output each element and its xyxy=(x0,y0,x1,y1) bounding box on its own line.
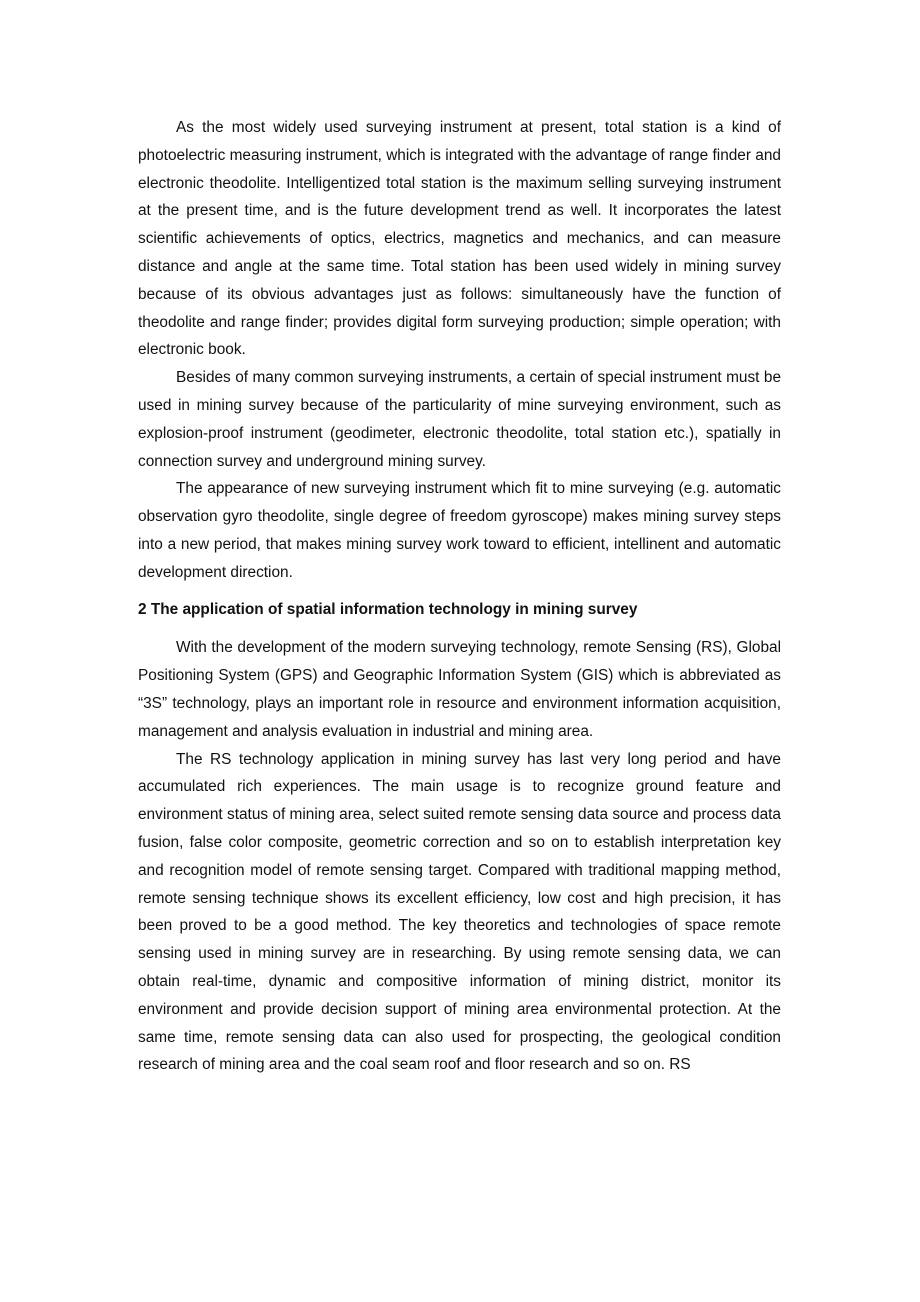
section-heading: 2 The application of spatial information technology in mining survey xyxy=(138,600,638,618)
paragraph-3s-technology: With the development of the modern surveying technology, remote Sensing (RS), Global Positioning System (GPS) and Geographic Information System (GIS) which is abbreviated as “3S” technology, plays an important role in resource and environment information acquisition, management and analysis evaluation in industrial and mining area. xyxy=(138,639,781,740)
paragraph-total-station: As the most widely used surveying instrument at present, total station is a kind of photoelectric measuring instrument, which is integrated with the advantage of range finder and electronic theodolite. Intelligentized total station is the maximum selling surveying instrument at the present time, and is the future development trend as well. It incorporates the latest scientific achievements of optics, electrics, magnetics and mechanics, and can measure distance and angle at the same time. Total station has been used widely in mining survey because of its obvious advantages just as follows: simultaneously have the function of theodolite and range finder; provides digital form surveying production; simple operation; with electronic book. xyxy=(138,119,781,359)
paragraph-special-instruments: Besides of many common surveying instruments, a certain of special instrument must be used in mining survey because of the particularity of mine surveying environment, such as explosion-proof instrument (geodimeter, electronic theodolite, total station etc.), spatially in connection survey and underground mining survey. xyxy=(138,369,781,470)
document-page xyxy=(138,114,781,1079)
paragraph-rs-application: The RS technology application in mining survey has last very long period and have accumulated rich experiences. The main usage is to recognize ground feature and environment status of mining area, select suited remote sensing data source and process data fusion, false color composite, geometric correction and so on to establish interpretation key and recognition model of remote sensing target. Compared with traditional mapping method, remote sensing technique shows its excellent efficiency, low cost and high precision, it has been proved to be a good method. The key theoretics and technologies of space remote sensing used in mining survey are in researching. By using remote sensing data, we can obtain real-time, dynamic and compositive information of mining district, monitor its environment and provide decision support of mining area environmental protection. At the same time, remote sensing data can also used for prospecting, the geological condition research of mining area and the coal seam roof and floor research and so on. RS xyxy=(138,750,781,1074)
paragraph-new-instruments: The appearance of new surveying instrument which fit to mine surveying (e.g. automatic observation gyro theodolite, single degree of freedom gyroscope) makes mining survey steps into a new period, that makes mining survey work toward to efficient, intellinent and automatic development direction. xyxy=(138,480,781,581)
